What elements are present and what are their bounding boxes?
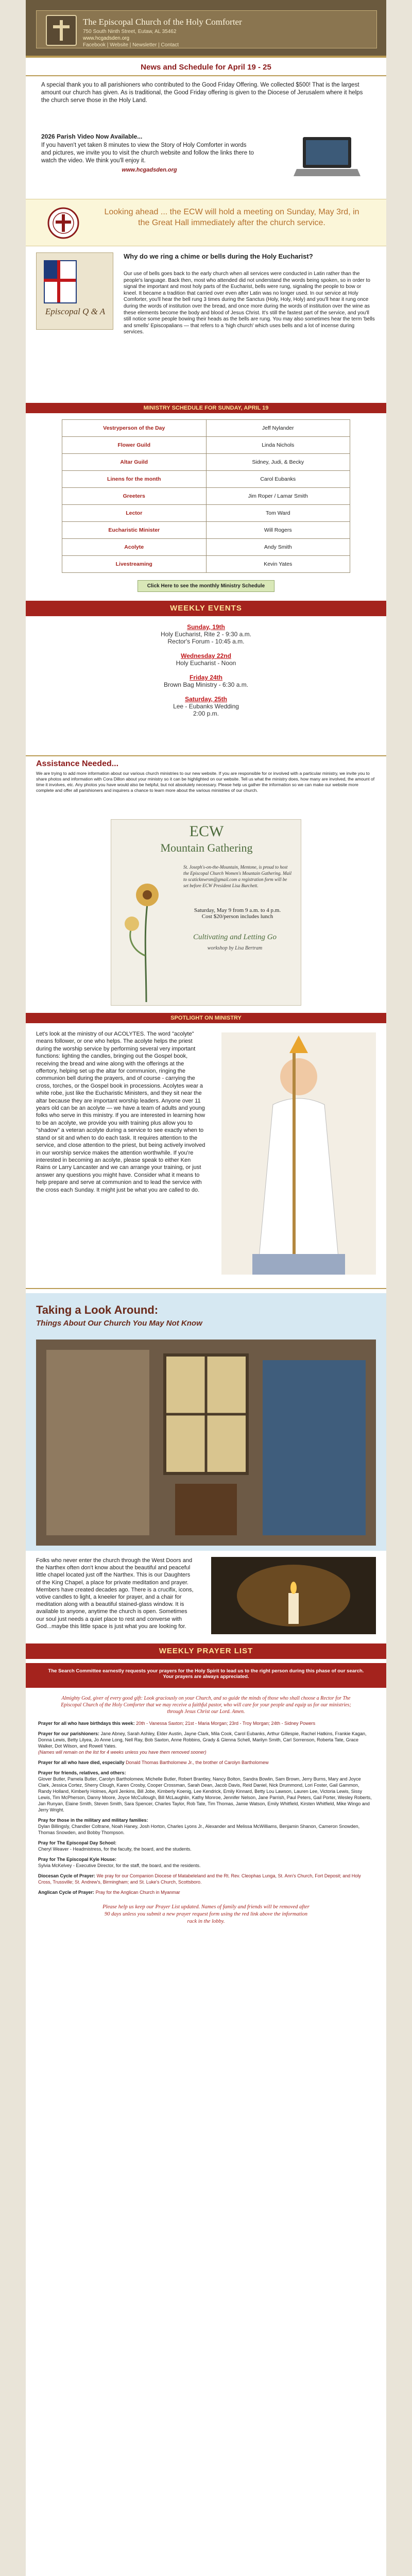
flower-illustration-icon (115, 863, 177, 1002)
assistance-heading: Assistance Needed... (36, 759, 119, 768)
schedule-names: Jim Roper / Lamar Smith (206, 488, 350, 505)
schedule-row (62, 539, 350, 556)
schedule-names: Tom Ward (206, 505, 350, 522)
look-around-subtitle: Things About Our Church You May Not Know (36, 1319, 202, 1328)
website-link[interactable]: www.hcgadsden.org (83, 36, 130, 41)
event-item (26, 623, 386, 645)
newsletter-title: News and Schedule for April 19 - 25 (141, 63, 271, 72)
schedule-role: Vestryperson of the Day (62, 420, 207, 437)
event-item (26, 696, 386, 717)
schedule-names: Kevin Yates (206, 556, 350, 573)
schedule-row (62, 488, 350, 505)
event-day: Sunday, 19th (187, 623, 225, 631)
event-detail: Holy Eucharist, Rite 2 - 9:30 a.m. (160, 631, 252, 638)
schedule-role: Livestreaming (62, 556, 207, 573)
monthly-schedule-button[interactable]: Click Here to see the monthly Ministry Schedule (138, 580, 274, 592)
intro-text: A special thank you to all parishioners who contributed to the Good Friday Offering. We collected $500! That is the largest amount our church has given. As is traditional, the Good Friday offering is given to the Diocese of Jerusalem where it helps the church serve those in the Holy Land. (41, 82, 363, 104)
chapel-photo (36, 1340, 376, 1546)
flyer-date: Saturday, May 9 from 9 a.m. to 4 p.m. (194, 907, 281, 913)
divider (26, 755, 386, 756)
candle-photo (211, 1557, 376, 1634)
church-address: 750 South Ninth Street, Eutaw, AL 35462 (83, 29, 177, 35)
schedule-role: Acolyte (62, 539, 207, 556)
kyle-label: Pray for The Episcopal Kyle House: (38, 1857, 117, 1862)
flyer-body: St. Joseph's-on-the-Mountain, Mentone, is proud to host the Episcopal Church Women's Mountain Gathering. Mail to scaticknwrsm@gmail.com a registration form will be set before ECW President Lisa Burchett. (183, 865, 291, 888)
parishioners-label: Prayer for our parishioners: (38, 1731, 100, 1736)
ecw-flyer (111, 819, 301, 1006)
event-day: Wednesday 22nd (181, 652, 231, 659)
friends-label: Prayer for friends, relatives, and others: (38, 1770, 126, 1775)
event-day: Friday 24th (189, 674, 223, 681)
newsletter-frame (26, 0, 386, 2576)
header-card (36, 10, 377, 48)
schedule-row (62, 522, 350, 539)
church-name: The Episcopal Church of the Holy Comforter (83, 17, 242, 27)
schedule-row (62, 556, 350, 573)
schedule-row (62, 454, 350, 471)
search-committee-callout: The Search Committee earnestly requests your prayers for the Holy Spirit to lead us to the right person during this phase of our search. Your prayers are always appreciated. (26, 1663, 386, 1688)
ecw-seal-icon (47, 207, 79, 239)
chimes-question: Why do we ring a chime or bells during the Holy Eucharist? (124, 252, 313, 260)
schedule-role: Flower Guild (62, 437, 207, 454)
event-detail: Holy Eucharist - Noon (176, 659, 236, 667)
video-text: If you haven't yet taken 8 minutes to view the Story of Holy Comforter in words and pictures, we invite you to visit the church website and follow the links there to watch the video. We think you'll enjoy it. (41, 142, 254, 164)
schedule-role: Eucharistic Minister (62, 522, 207, 539)
schedule-role: Linens for the month (62, 471, 207, 488)
video-heading: 2026 Parish Video Now Available... (41, 133, 143, 140)
event-item (26, 674, 386, 688)
assistance-text: We are trying to add more information about our various church ministries to our new website. If you are responsible for or involved with a particular ministry, we invite you to share photos and information with Cora Dillon about your ministry so it can be highlighted on our website. Tell us what the ministry does, how many are involved, the amount of time it involves, etc. Any photos you have would also be helpful, but not absolutely necessary. Please help us gather the information so we can make our website more complete and offer all parishioners and inquirers a chance to learn more about the various ministries of our church. (36, 771, 375, 793)
event-detail: Lee - Eubanks Wedding (173, 703, 239, 710)
schedule-row (62, 437, 350, 454)
military-list: Dylan Billingsly, Chandler Coltrane, Noah Haney, Josh Horton, Charles Lyons Jr., Alexander and Melissa McWilliams, Benjamin Shanon, Cameron Snowden, Thomas Snowden, and Bobby Thompson. (38, 1824, 360, 1835)
event-day: Saturday, 25th (185, 696, 227, 703)
flyer-fee: Cost $20/person includes lunch (201, 913, 273, 920)
chimes-answer: Our use of bells goes back to the early church when all services were conducted in Latin rather than the people's language. Back then, most who attended did not understand the words being spoken, so in order to signal the important and most holy parts of the Eucharist, bells were rung, signaling the people to bow or kneel. It became a tradition that carried over even after Latin was no longer used. In our service at Holy Comforter, you'll hear the bell rung 3 times during the Sanctus (Holy, Holy, Holy) and you'll hear it rung once during the words of institution over the bread, and once more during the words of institution over the wine as these elements become the body and blood of Jesus Christ. It's still the fastest part of the service, and you'll still notice some people bowing their heads as the bells are rung. You may also sometimes hear the term 'bells and smells' Episcopalians — that refers to a 'high church' which uses bells and a lot of incense during services. (124, 271, 375, 335)
departed-label: Prayer for all who have died, especially (38, 1760, 125, 1765)
event-item (26, 652, 386, 667)
flyer-subtitle: Mountain Gathering (160, 841, 253, 854)
ministry-schedule-bar: MINISTRY SCHEDULE FOR SUNDAY, APRIL 19 (26, 403, 386, 413)
schedule-names: Sidney, Judi, & Becky (206, 454, 350, 471)
kyle-text: Sylvia McKelvey - Executive Director, for the staff, the board, and the residents. (38, 1863, 201, 1868)
school-text: Cheryl Weaver - Headmistress, for the faculty, the board, and the students. (38, 1846, 192, 1852)
flyer-title: ECW (189, 823, 224, 840)
header-banner (26, 0, 386, 58)
header-links[interactable]: Facebook | Website | Newsletter | Contact (83, 42, 179, 48)
weekly-events-bar: WEEKLY EVENTS (26, 601, 386, 616)
qa-graphic-label: Episcopal Q & A (45, 307, 106, 316)
divider (26, 1288, 386, 1289)
parishioners-list: Jane Abney, Sarah Ashley, Elder Austin, Jayne Clark, Mila Cook, Carol Eubanks, Arthur Gillespie, Rachel Hatkins, Frankie Kagan, Donna Lewis, Betty Lilyea, Jo Anne Long, Nell Ray, Bob Saxton, Anne Robbins, Grady & Glenna Schell, Marilyn Smith, Carl Sorrenson, Roberta Tate, Grace Walker, Dot Wilson, and Rowell Yates. (38, 1731, 367, 1749)
flyer-theme: Cultivating and Letting Go (193, 933, 277, 941)
anglican-cycle-label: Anglican Cycle of Prayer: (38, 1890, 95, 1895)
schedule-names: Linda Nichols (206, 437, 350, 454)
schedule-names: Andy Smith (206, 539, 350, 556)
ecw-meeting-notice: Looking ahead ... the ECW will hold a meeting on Sunday, May 3rd, in the Great Hall immediately after the church service. (104, 208, 359, 227)
look-around-text: Folks who never enter the church through the West Doors and the Narthex often don't know about the beautiful and peaceful little chapel located just off the Narthex. This is our Daughters of the King Chapel, a place for private meditation and prayer. Members have created decades ago. There is a crucifix, icons, votive candles to light, a kneeler for prayer, and a chair for meditation along with a beautiful stained-glass window. It is available to anyone, anytime the church is open. Sometimes our soul just needs a quiet place to rest and converse with God...maybe this little space is just what you are looking for. (36, 1557, 194, 1630)
look-around-title: Taking a Look Around: (36, 1303, 159, 1316)
divider (26, 75, 386, 76)
military-label: Pray for those in the military and military families: (38, 1818, 148, 1823)
spotlight-text: Let's look at the ministry of our ACOLYTES. The word "acolyte" means follower, or one who helps. The acolyte helps the priest during the worship service by performing several very important functions: lighting the candles, bringing out the Gospel book, receiving the bread and wine along with the offerings at the offertory, helping set up the altar for communion, ringing the communion bell during the prayers, and of course - carrying the cross, torches, or the Gospel book in processions. Acolytes wear a white robe, just like the Eucharistic Ministers, and they sit near the altar because they are important worship leaders. Anyone over 11 years old can be an acolyte — we have a team of adults and young folks who serve in this ministry. If you are interested in learning how to be an acolyte, we provide you with training plus allow you to "shadow" a veteran acolyte during a service to see exactly when to stand or sit and when to do each task. It requires attention to the service, and close attention to the priest, but being actively involved in our worship service makes the attention worthwhile. If you're interested in becoming an acolyte, please speak to either Ken Rains or Larry Lancaster and we can arrange your training, or just answer any questions you might have. Consider what it means to help prepare and serve at communion and to lead the service with the cross each Sunday. It might just be what you are called to do. (36, 1031, 205, 1193)
event-detail: Brown Bag Ministry - 6:30 a.m. (163, 681, 249, 688)
departed-name: Donald Thomas Bartholomew Jr., the brother of Carolyn Bartholomew (126, 1760, 269, 1765)
schedule-row (62, 420, 350, 437)
diocesan-cycle-label: Diocesan Cycle of Prayer: (38, 1873, 96, 1878)
school-label: Pray for The Episcopal Day School: (38, 1840, 117, 1845)
flyer-leader: workshop by Lisa Bertram (207, 945, 263, 951)
remain-note: (Names will remain on the list for 4 weeks unless you have them removed sooner) (38, 1750, 207, 1755)
schedule-names: Jeff Nylander (206, 420, 350, 437)
prayer-footer-note: Please help us keep our Prayer List updated. Names of family and friends will be removed after 90 days unless you submit a new prayer request form using the red link above the information rack in the lobby. (102, 1904, 310, 1924)
birthdays-label: Prayer for all who have birthdays this week: (38, 1721, 135, 1726)
schedule-role: Altar Guild (62, 454, 207, 471)
acolyte-photo (221, 1032, 376, 1275)
birthdays-list: 20th - Vanessa Saxton; 21st - Maria Morgan; 23rd - Troy Morgan; 24th - Sidney Powers (136, 1721, 316, 1726)
friends-list: Glover Butler, Pamela Butler, Carolyn Bartholomew, Michelle Butler, Robert Brantley, Nancy Bolton, Sandra Bowlin, Sam Brown, Jerry Burns, Mary and Joyce Clark, Jessica Cortez, Sherry Clough, Karen Crosby, Cooper Crossman, Sarah Dean, Jacob Davis, Reid Daniel, Nick Drummond, Lori Foster, Gail Gammon, Randy Holland, Kimberly Holmes, April Jenkins, Bill Jobe, Kimberly Koenig, Lee Kendrick, Emily Kinnard, Betty Lou Lawson, Lauren Lee, Victoria Lewis, Sissy Lewis, Tim McPherson, Danny Moore, Joyce McCullough, Bill McLaughlin, Kathy Monroe, Jennifer Nelson, Jane Parrish, Paul Peters, Gail Porter, Wesley Roberts, Jan Runyan, Elaine Smith, Steven Smith, Sara Spencer, Charles Taylor, Rob Tate, Tim Thomas, Jamie Watson, Emily Whitfield, Kirsten Whitfield, Mike Wingo and Jerry Wright. (38, 1776, 372, 1812)
schedule-names: Carol Eubanks (206, 471, 350, 488)
church-seal-icon (46, 15, 77, 46)
schedule-row (62, 471, 350, 488)
prayer-list-bar: WEEKLY PRAYER LIST (26, 1643, 386, 1659)
event-detail: 2:00 p.m. (193, 710, 219, 717)
anglican-cycle-text: Pray for the Anglican Church in Myanmar (95, 1890, 180, 1895)
laptop-icon (294, 135, 360, 179)
spotlight-bar: SPOTLIGHT ON MINISTRY (26, 1013, 386, 1023)
schedule-role: Greeters (62, 488, 207, 505)
search-collect: Almighty God, giver of every good gift: Look graciously on your Church, and so guide the minds of those who shall choose a Rector for The Episcopal Church of the Holy Comforter that we may receive a faithful pastor, who will care for your people and equip us for our ministries; through Jesus Christ our Lord. Amen. (61, 1696, 351, 1715)
schedule-role: Lector (62, 505, 207, 522)
video-link[interactable]: www.hcgadsden.org (122, 167, 177, 173)
schedule-row (62, 505, 350, 522)
schedule-names: Will Rogers (206, 522, 350, 539)
diocesan-cycle-text: We pray for our Companion Diocese of Matabeleland and the Rt. Rev. Cleophas Lunga, St. Ann's Church, Fort Deposit; and Holy Cross, Trussville; St. Andrew's, Birmingham; and St. Luke's Church, Scottsboro. (38, 1873, 361, 1885)
weekly-events-list (26, 623, 386, 752)
ministry-schedule-table (62, 419, 350, 573)
event-detail: Rector's Forum - 10:45 a.m. (167, 638, 245, 645)
episcopal-qa-graphic (36, 252, 113, 330)
